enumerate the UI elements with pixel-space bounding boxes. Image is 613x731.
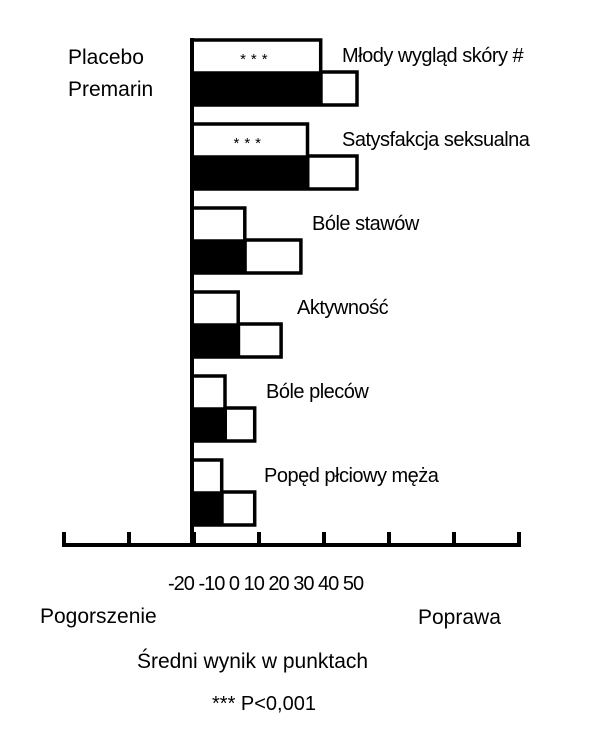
- x-axis-title: Średni wynik w punktach: [137, 650, 369, 673]
- significance-marker-0: ***: [240, 51, 273, 68]
- bars-group: [192, 40, 357, 525]
- bar-premarin-2: [192, 240, 247, 273]
- category-label-3: Aktywność: [297, 297, 389, 319]
- bar-placebo-3: [192, 292, 238, 325]
- significance-footnote: *** P<0,001: [212, 693, 316, 715]
- right-end-label: Poprawa: [418, 606, 501, 629]
- category-label-4: Bóle pleców: [266, 381, 369, 403]
- category-label-0: Młody wygląd skóry #: [342, 45, 524, 67]
- bar-placebo-5: [192, 460, 222, 493]
- legend-placebo-label: Placebo: [68, 46, 144, 69]
- category-labels-group: [264, 45, 531, 487]
- category-label-1: Satysfakcja seksualna: [342, 129, 530, 151]
- category-label-2: Bóle stawów: [312, 213, 419, 235]
- bar-premarin-3: [192, 324, 240, 357]
- bar-premarin-1: [192, 156, 310, 189]
- significance-marker-1: ***: [233, 135, 267, 152]
- category-label-5: Popęd płciowy męża: [264, 465, 439, 487]
- x-tick-labels: -20 -10 0 10 20 30 40 50: [168, 573, 364, 595]
- bar-premarin-0: [192, 72, 323, 105]
- bar-premarin-5: [192, 492, 224, 525]
- bar-placebo-4: [192, 376, 225, 409]
- bar-placebo-2: [192, 208, 245, 241]
- legend-premarin-label: Premarin: [68, 78, 154, 101]
- left-end-label: Pogorszenie: [40, 605, 157, 628]
- bar-premarin-4: [192, 408, 227, 441]
